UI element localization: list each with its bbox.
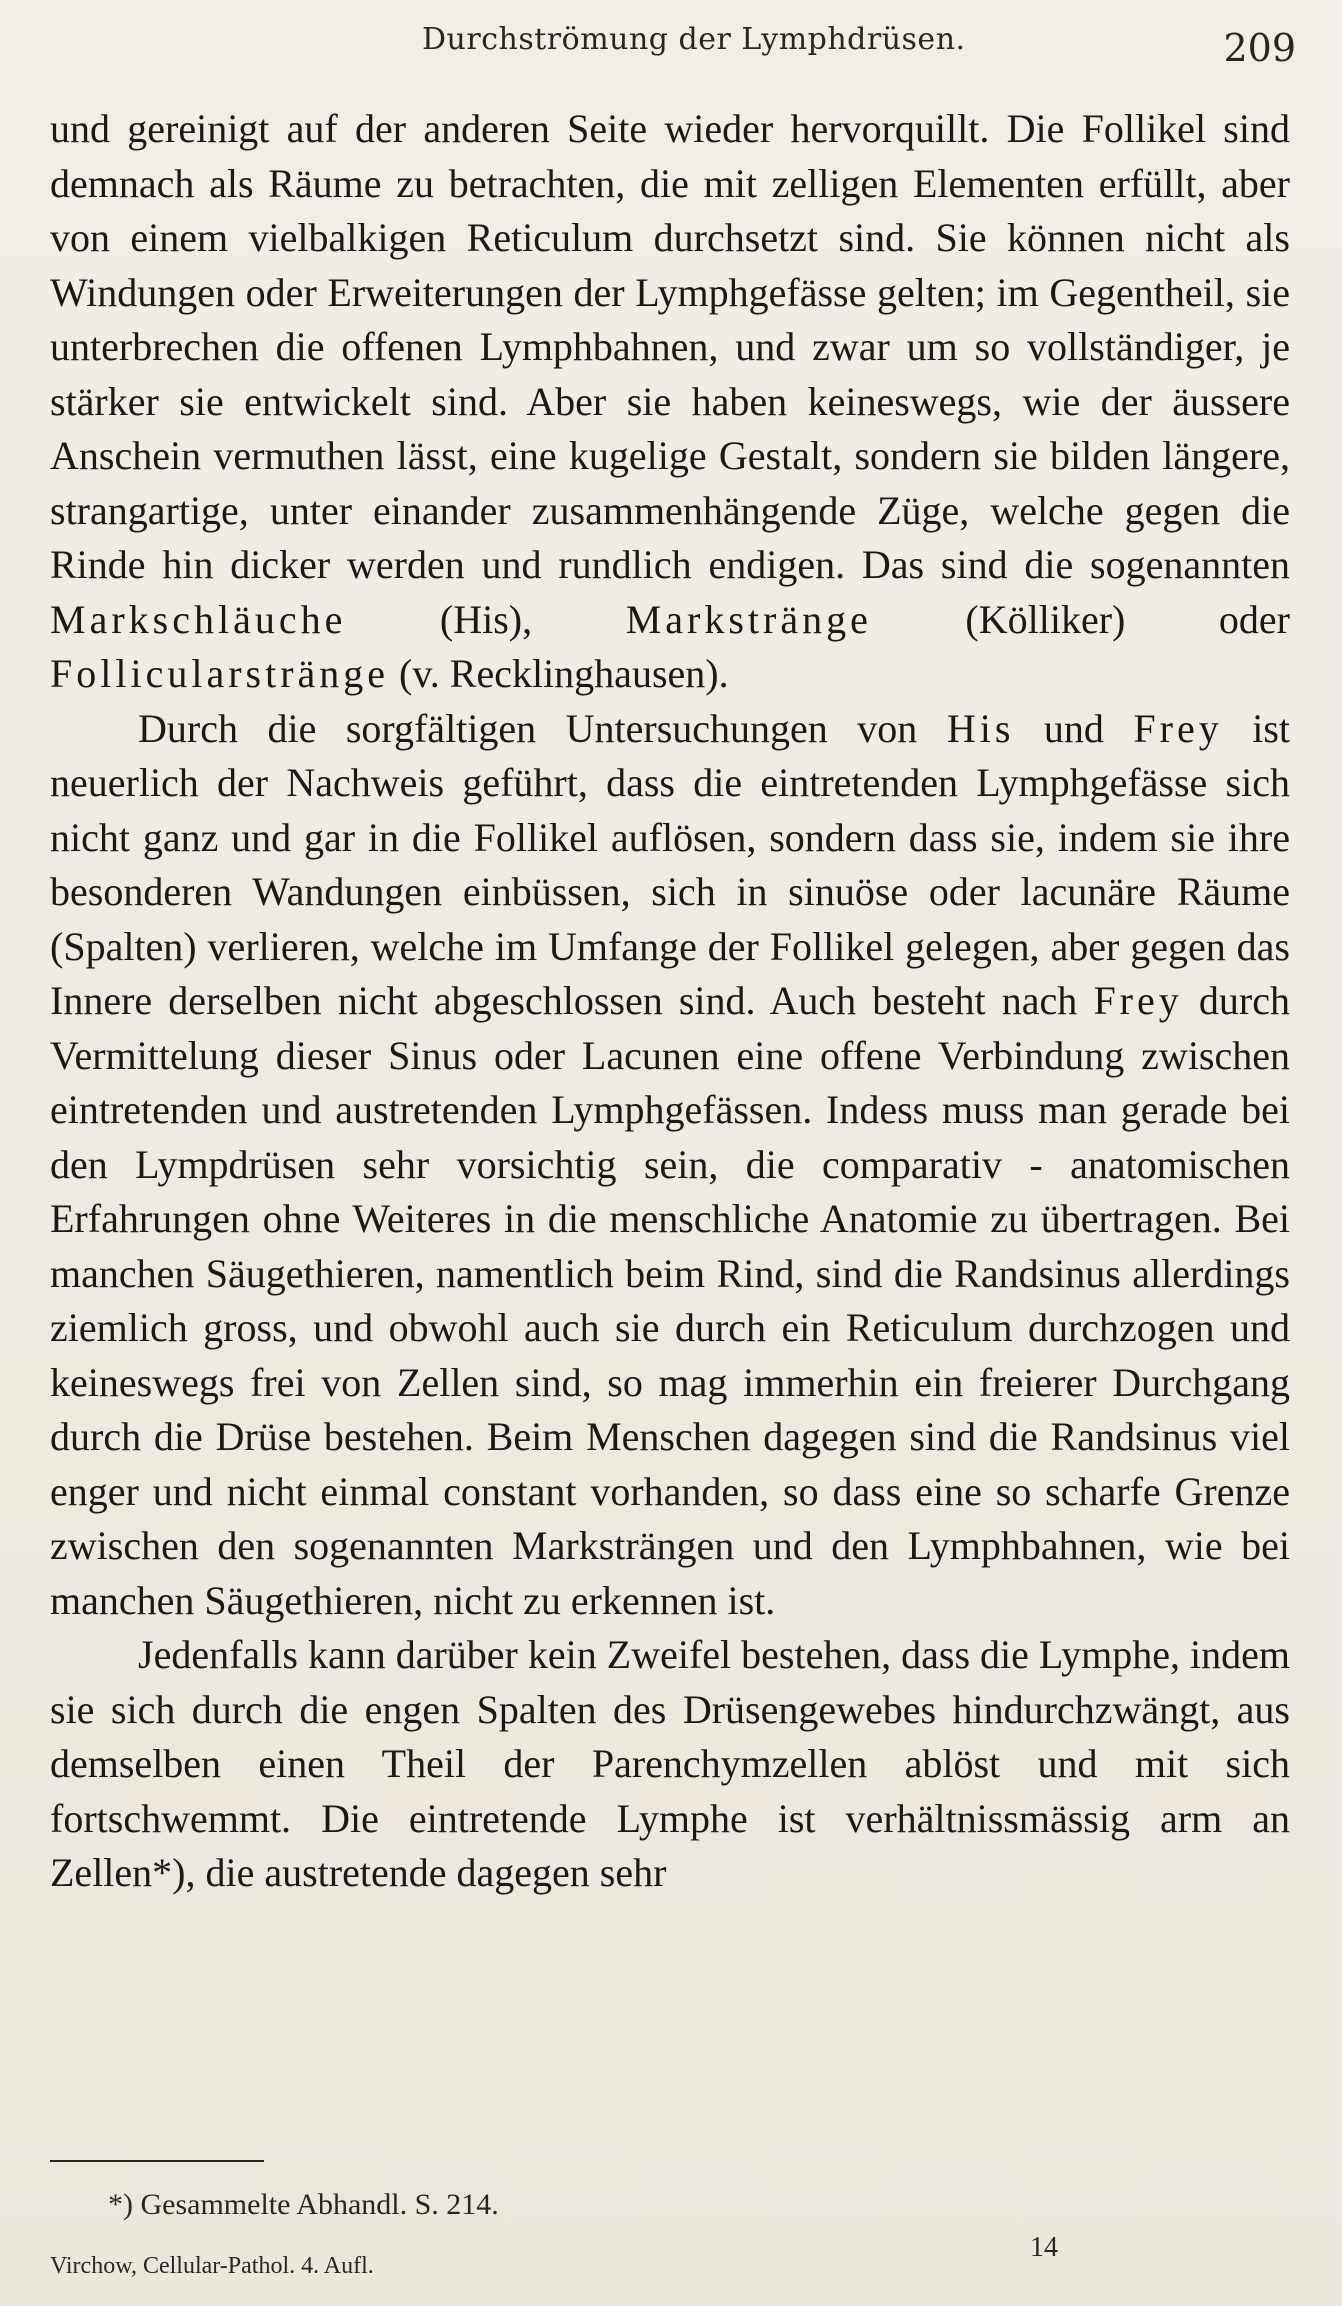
term-markschlaeuche: Markschläuche [50,596,347,642]
body-text [50,102,1290,1901]
paragraph-2-text-4: durch Vermittelung dieser Sinus oder Lacunen eine offene Verbindung zwischen eintretenden und austretenden Lymphgefässen. Indess muss man gerade bei den Lympdrüsen sehr vorsichtig sein, die comparativ - anatomischen Erfahrungen ohne Weiteres in die menschliche Anatomie zu übertragen. Bei manchen Säugethieren, namentlich beim Rind, sind die Randsinus allerdings ziemlich gross, und obwohl auch sie durch ein Reticulum durchzogen und keineswegs frei von Zellen sind, so mag immerhin ein freierer Durchgang durch die Drüse bestehen. Beim Menschen dagegen sind die Randsinus viel enger und nicht einmal constant vorhanden, so dass eine so scharfe Grenze zwischen den sogenannten Marksträngen und den Lymphbahnen, wie bei manchen Säugethieren, nicht zu erkennen ist. [50,978,1291,1623]
paragraph-2 [50,702,1290,1629]
paragraph-1-text-3: (Kölliker) oder [871,596,1290,642]
paragraph-3 [50,1628,1290,1901]
page-number: 209 [1223,26,1296,70]
author-frey: Frey [1133,705,1223,751]
paragraph-1-text-4: (v. Recklinghausen). [389,651,729,696]
author-his: His [946,705,1015,751]
signature-line: Virchow, Cellular-Pathol. 4. Aufl. [50,2253,374,2279]
author-frey-2: Frey [1093,978,1183,1023]
paragraph-1-text-2: (His), [346,596,626,642]
paragraph-3-text: Jedenfalls kann darüber kein Zweifel bestehen, dass die Lymphe, indem sie sich durch die engen Spalten des Drüsengewebes hindurchzwängt, aus demselben einen Theil der Parenchymzellen ablöst und mit sich fortschwemmt. Die eintretende Lymphe ist verhältnissmässig arm an Zellen*), die austretende dagegen sehr [50,1632,1290,1895]
signature-number: 14 [1030,2232,1058,2263]
paragraph-1-text-1: und gereinigt auf der anderen Seite wieder hervorquillt. Die Follikel sind demnach als Räume zu betrachten, die mit zelligen Elementen erfüllt, aber von einem vielbalkigen Reticulum durchsetzt sind. Sie können nicht als Windungen oder Erweiterungen der Lymphgefässe gelten; im Gegentheil, sie unterbrechen die offenen Lymphbahnen, und zwar um so vollständiger, je stärker sie entwickelt sind. Aber sie haben keineswegs, wie der äussere Anschein vermuthen lässt, eine kugelige Gestalt, sondern sie bilden längere, strangartige, unter einander zusammenhängende Züge, welche gegen die Rinde hin dicker werden und rundlich endigen. Das sind die sogenannten [50,106,1290,587]
paragraph-2-text-3: ist neuerlich der Nachweis geführt, dass die eintretenden Lymphgefässe sich nicht ganz und gar in die Follikel auflösen, sondern dass sie, indem sie ihre besonderen Wandungen einbüssen, sich in sinuöse oder lacunäre Räume (Spalten) verlieren, welche im Umfange der Follikel gelegen, aber gegen das Innere derselben nicht abgeschlossen sind. Auch besteht nach [50,705,1291,1023]
term-markstraenge: Markstränge [625,596,872,642]
paragraph-2-text-2: und [1014,705,1134,751]
running-head: Durchströmung der Lymphdrüsen. [422,22,966,57]
footnote: *) Gesammelte Abhandl. S. 214. [108,2188,499,2221]
paragraph-1 [50,102,1290,702]
paragraph-2-text-1: Durch die sorgfältigen Untersuchungen von [138,705,947,751]
term-follicularstraenge: Follicularstränge [50,651,390,696]
footnote-rule [50,2160,264,2162]
